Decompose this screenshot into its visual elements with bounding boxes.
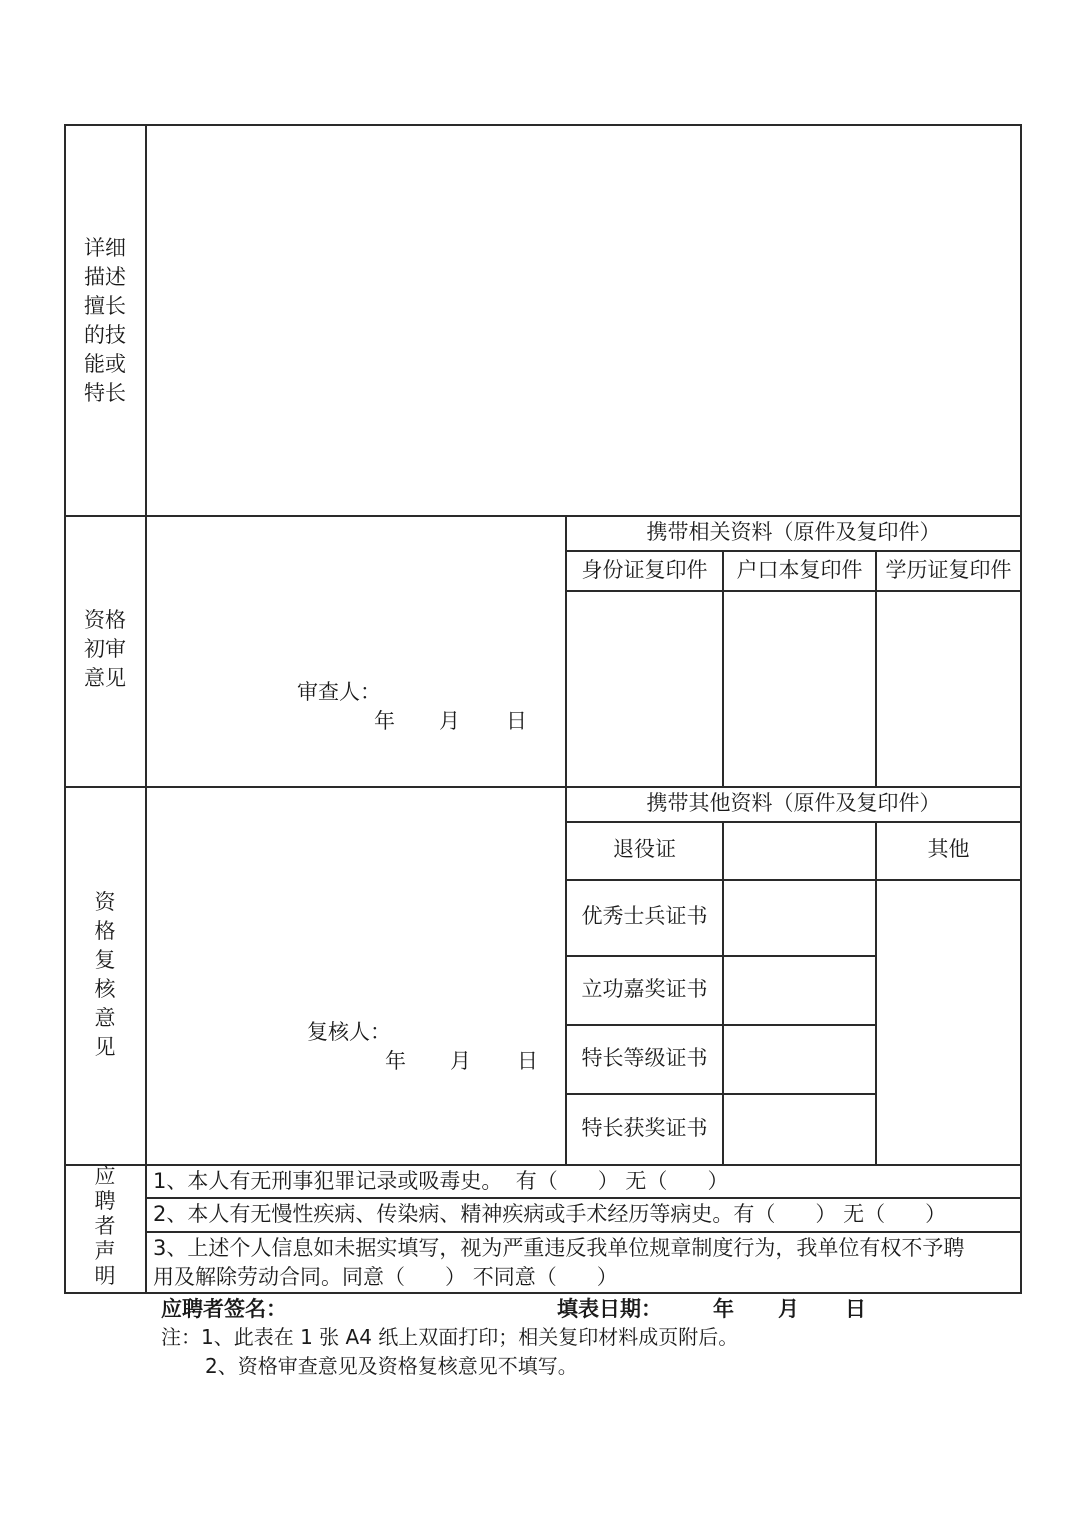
- table-border-left: [64, 124, 66, 1294]
- row-merit-award-cert: 立功嘉奖证书: [581, 977, 708, 1001]
- declaration-item-medical-history[interactable]: 2、本人有无慢性疾病、传染病、精神疾病或手术经历等病史。有（ ） 无（ ）: [153, 1202, 947, 1226]
- label-line: 擅长: [84, 294, 126, 318]
- label-line: 描述: [84, 265, 126, 289]
- label-line: 的技: [84, 323, 126, 347]
- label-line: 应: [94, 1164, 116, 1188]
- fill-date-month: 月: [778, 1297, 799, 1321]
- initial-review-input-area[interactable]: [147, 517, 565, 786]
- row-outstanding-soldier-cert: 优秀士兵证书: [581, 904, 708, 928]
- date-year: 年: [374, 709, 395, 733]
- row-divider: [565, 550, 1022, 552]
- diploma-copy-checkbox-cell[interactable]: [877, 592, 1020, 786]
- label-line: 声: [94, 1239, 116, 1263]
- applicant-signature-label[interactable]: 应聘者签名：: [161, 1297, 287, 1321]
- reviewer-label: 审查人：: [297, 680, 381, 704]
- row-divider: [145, 1197, 1022, 1199]
- label-line: 者: [94, 1214, 116, 1238]
- date-year: 年: [385, 1049, 406, 1073]
- date-day: 日: [517, 1049, 538, 1073]
- skills-label: [76, 234, 134, 408]
- declaration-item-truthfulness: 3、上述个人信息如未据实填写，视为严重违反我单位规章制度行为，我单位有权不予聘: [153, 1236, 965, 1260]
- date-day: 日: [506, 709, 527, 733]
- label-line: 能或: [84, 352, 126, 376]
- col-hukou-copy: 户口本复印件: [736, 558, 863, 582]
- label-line: 明: [94, 1264, 116, 1288]
- date-month: 月: [450, 1049, 471, 1073]
- row-divider: [145, 1231, 1022, 1233]
- row-discharge-cert: 退役证: [613, 837, 676, 861]
- recheck-label: [76, 888, 134, 1062]
- table-border-right: [1020, 124, 1022, 1294]
- outstanding-soldier-checkbox-cell[interactable]: [724, 881, 875, 955]
- declaration-label: [76, 1164, 134, 1289]
- fill-date-label: 填表日期：: [557, 1297, 662, 1321]
- row-divider: [64, 1164, 1022, 1166]
- label-line: 特长: [84, 381, 126, 405]
- note-2: 2、资格审查意见及资格复核意见不填写。: [205, 1354, 578, 1378]
- label-line: 见: [94, 1035, 116, 1059]
- hukou-copy-checkbox-cell[interactable]: [724, 592, 875, 786]
- label-line: 聘: [94, 1189, 116, 1213]
- label-line: 初审: [84, 637, 126, 661]
- label-line: 资: [94, 890, 116, 914]
- declaration-item-consent[interactable]: 用及解除劳动合同。同意（ ） 不同意（ ）: [153, 1265, 618, 1289]
- col-diploma-copy: 学历证复印件: [885, 558, 1012, 582]
- label-line: 资格: [84, 608, 126, 632]
- table-border-bottom: [64, 1292, 1022, 1294]
- initial-review-label: [76, 606, 134, 693]
- rechecker-label: 复核人：: [307, 1020, 391, 1044]
- note-1: 注：1、此表在 1 张 A4 纸上双面打印；相关复印材料成页附后。: [161, 1325, 739, 1349]
- declaration-item-criminal-record[interactable]: 1、本人有无刑事犯罪记录或吸毒史。 有（ ） 无（ ）: [153, 1169, 729, 1193]
- discharge-cert-checkbox-cell[interactable]: [724, 823, 875, 879]
- row-skill-level-cert: 特长等级证书: [581, 1046, 708, 1070]
- merit-award-checkbox-cell[interactable]: [724, 957, 875, 1024]
- fill-date-day: 日: [845, 1297, 866, 1321]
- label-line: 核: [94, 977, 116, 1001]
- label-line: 复: [94, 948, 116, 972]
- skills-input-area[interactable]: [147, 126, 1020, 515]
- skill-level-checkbox-cell[interactable]: [724, 1026, 875, 1093]
- col-id-copy: 身份证复印件: [581, 558, 708, 582]
- row-skill-award-cert: 特长获奖证书: [581, 1116, 708, 1140]
- other-materials-title: 携带其他资料（原件及复印件）: [646, 791, 941, 815]
- materials-title: 携带相关资料（原件及复印件）: [646, 520, 941, 544]
- label-line: 意见: [84, 666, 126, 690]
- recheck-input-area[interactable]: [147, 788, 565, 1164]
- col-other: 其他: [927, 837, 970, 861]
- label-line: 格: [94, 919, 116, 943]
- label-line: 意: [94, 1006, 116, 1030]
- other-materials-input-area[interactable]: [877, 881, 1020, 1164]
- skill-award-checkbox-cell[interactable]: [724, 1095, 875, 1164]
- label-line: 详细: [84, 236, 126, 260]
- id-copy-checkbox-cell[interactable]: [567, 592, 722, 786]
- date-month: 月: [439, 709, 460, 733]
- fill-date-year: 年: [713, 1297, 734, 1321]
